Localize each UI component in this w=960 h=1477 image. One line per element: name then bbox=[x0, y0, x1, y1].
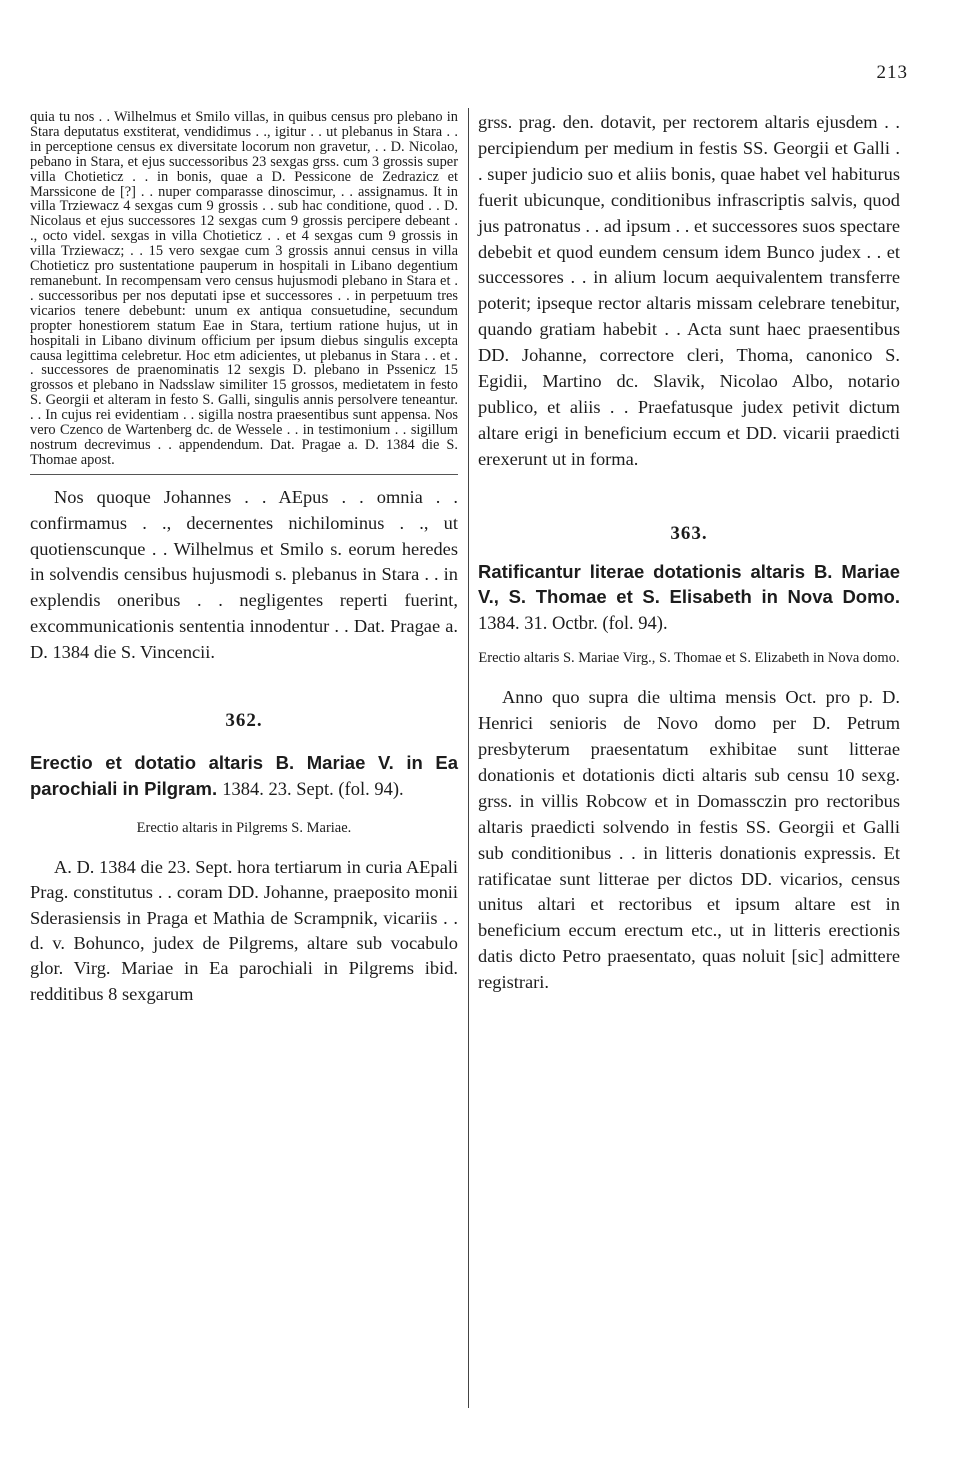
doc-363-number: 363. bbox=[670, 522, 708, 544]
footnote-text: quia tu nos . . Wilhelmus et Smilo villas, in quibus census pro plebano in Stara deputatus exstiterat, vendidimus . ., igitur . . ut plebanus in Stara . . in perceptione census ex diversitate locorum non gravetur, . . D. Nicolao, pebano in Stara, et ejus successoribus 23 sexgas grss. cum 3 grossis super villa Chotieticz . . in bonis, quae a D. Pessicone de Zedrazicz et Marssicone de [?] . . nuper comparasse dinoscimur, . . assignamus. It in villa Trziewacz 4 sexgas cum 9 grossis . . sub hac conditione, quod . . D. Nicolaus et ejus successores 12 sexgas cum 9 grossis percipere debeant . ., octo videl. sexgas in villa Chotieticz . . et 4 sexgas cum 9 grossis in villa Trziewacz; . . 15 vero sexgae cum 3 grossis annui census in villa Chotieticz pro sustentatione pauperum in hospitali in Libano degentium remanebunt. In recompensam vero census hujusmodi plebano in Stara et . . successoribus per nos deputati ipse et successores . . in perpetuum tres vicarios tenere debebunt: unum ex antiqua consuetudine, secundum propter honestiorem statum Eae in Stara, tertium ratione hujus, ut in hospitali in Libano divinum officium per ipsum diebus singulis excepta causa legittima celebretur. Hoc etm adicientes, ut plebanus in Stara . . et . . successores de praenominatis 12 sexgis D. plebano in Pssenicz 15 grossos et plebano in Nadsslaw similiter 15 grossos, medietatem in festo S. Georgii et alteram in festo S. Galli, singulis annis persolvere teneantur. . . In cujus rei evidentiam . . sigilla nostra praesentibus sunt appensa. Nos vero Czenco de Wartenberg dc. de Wessele . . in testimonium . . sigillum nostrum decrevimus . . appendendum. Dat. Pragae a. D. 1384 die S. Thomae apost. bbox=[30, 109, 458, 468]
right-column bbox=[478, 110, 900, 996]
doc-363-title: Ratificantur literae dotationis altaris B. Mariae V., S. Thomae et S. Elisabeth in Nova Domo. bbox=[478, 560, 900, 608]
page-number: 213 bbox=[876, 62, 908, 83]
doc-363-meta: 1384. 31. Octbr. (fol. 94). bbox=[478, 613, 668, 634]
doc-362-regest: Erectio altaris in Pilgrems S. Mariae. bbox=[136, 820, 352, 837]
footnote-rule bbox=[30, 474, 458, 475]
confirmation-paragraph: Nos quoque Johannes . . AEpus . . omnia . . confirmamus . ., decernentes nichilominus . ., ut quotienscunque . . Wilhelmus et Smilo s. eorum heredes in solvendis censibus hujusmodi s. plebanus in Stara . . in explendis oneribus . . negligentes reperti fuerint, excommunicationis sententia innodentur . . Dat. Pragae a. D. 1384 die S. Vincencii. bbox=[30, 486, 458, 663]
continuation-paragraph: grss. prag. den. dotavit, per rectorem altaris ejusdem . . percipiendum per medium in festis SS. Georgii et Galli . . super judicio suo et aliis bonis, quae habet vel habiturus fuerit ubicunque, conditionibus infrascriptis salvis, quod jus patronatus . . ad ipsum . . et successores suos spectare debebit et quod eundem censum idem Bunco judex . . et successores . . in alium locum aequivalentem transferre poterit; ipseque rector altaris missam celebrare tenebitur, quando gratiam habebit . . Acta sunt haec praesentibus DD. Johanne, correctore cleri, Thoma, canonico S. Egidii, Martino dc. Slavik, Nicolao Albo, notario publico, et aliis . . Praefatusque judex petivit dictum altare erigi in beneficium eccum et DD. vicarii praedicti erexerunt ut in forma. bbox=[478, 112, 900, 469]
doc-362-heading bbox=[30, 750, 458, 803]
column-divider bbox=[468, 108, 469, 1408]
doc-363-body: Anno quo supra die ultima mensis Oct. pro p. D. Henrici senioris de Novo domo per D. Petrum presbyterum praesentatum exhibitae sunt litterae donationis et dotationis dicti altaris sub censu 10 sexg. grss. in villis Robcow et in Domassczin pro rectoribus altaris praedicti solvendo in festis SS. Georgii et Galli sub conditionibus . . in litteris donationis expressis. Et ratificatae sunt litterae per dictos DD. vicarios, census unitus altari et rectoribus et ipsum altare est in beneficium eccum erectum etc., ut in litteris erectionis datis dicto Petro praesentato, quas noluit [sic] admittere registrari. bbox=[478, 687, 900, 993]
doc-362-title: Erectio et dotatio altaris B. Mariae V. in Ea parochiali in Pilgram. bbox=[30, 752, 458, 799]
doc-362-meta: 1384. 23. Sept. (fol. 94). bbox=[222, 779, 404, 800]
doc-363-regest: Erectio altaris S. Mariae Virg., S. Thomae et S. Elizabeth in Nova domo. bbox=[478, 650, 900, 667]
doc-362-number: 362. bbox=[225, 710, 263, 732]
left-column bbox=[30, 110, 458, 1007]
doc-363-heading bbox=[478, 559, 900, 638]
doc-362-body: A. D. 1384 die 23. Sept. hora tertiarum in curia AEpali Prag. constitutus . . coram DD. Johanne, praeposito monii Sderasiensis in Praga et Mathia de Scrampnik, vicariis . . d. v. Bohunco, judex de Pilgrems, altare sub vocabulo glor. Virg. Mariae in Ea parochiali in Pilgrems ibid. redditibus 8 sexgarum bbox=[30, 857, 458, 1004]
